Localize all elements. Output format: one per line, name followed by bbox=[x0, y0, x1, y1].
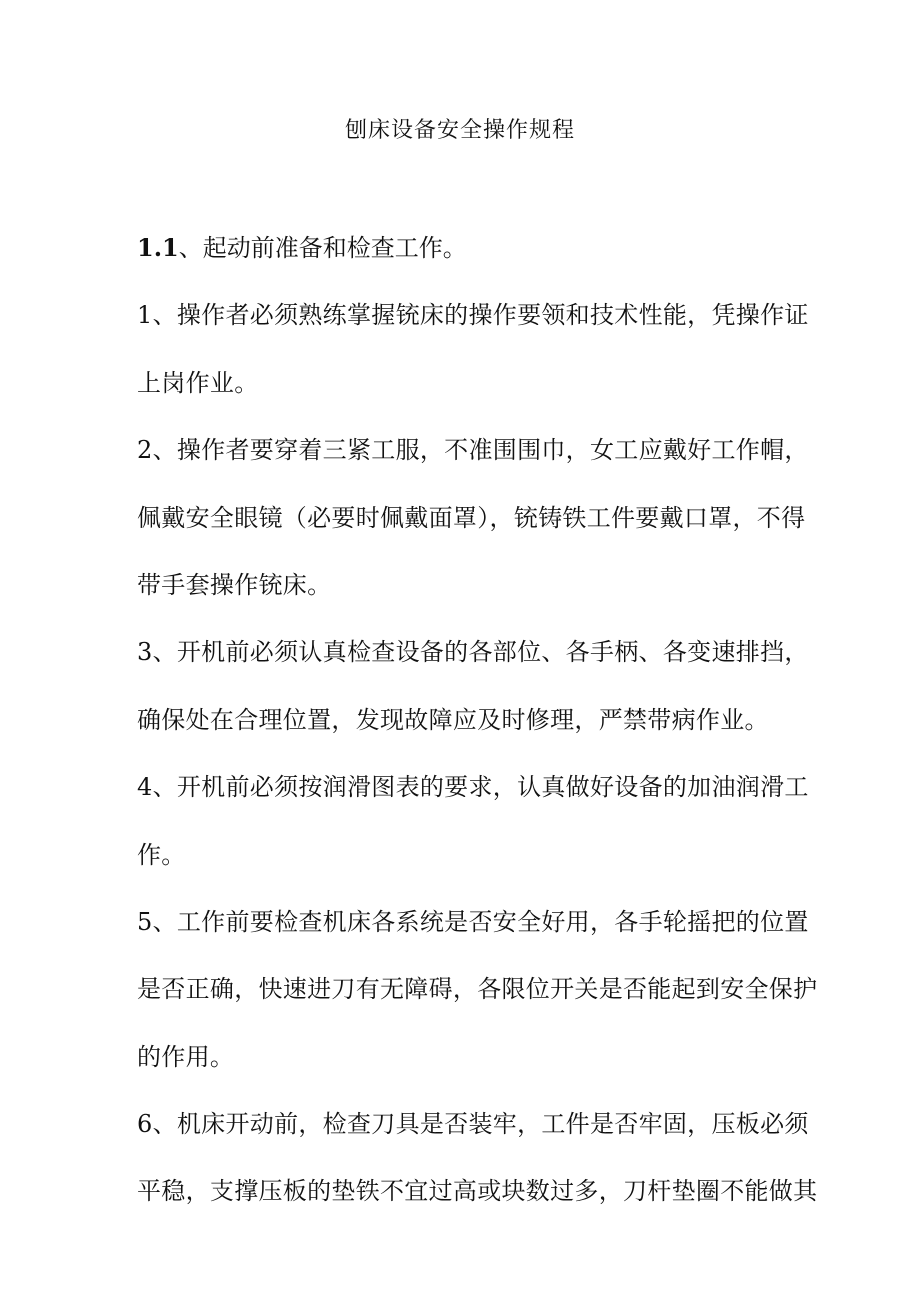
paragraph bbox=[137, 902, 818, 1077]
paragraph bbox=[137, 430, 809, 605]
paragraph-line: 1、操作者必须熟练掌握铳床的操作要领和技术性能，凭操作证 bbox=[137, 301, 809, 330]
paragraph-line: 5、工作前要检查机床各系统是否安全好用，各手轮摇把的位置 bbox=[137, 907, 809, 936]
paragraph-list bbox=[137, 295, 818, 1211]
document-body bbox=[137, 228, 818, 1239]
paragraph-line: 4、开机前必须按润滑图表的要求，认真做好设备的加油润滑工 bbox=[137, 773, 809, 802]
paragraph-line: 佩戴安全眼镜（必要时佩戴面罩），铳铸铁工件要戴口罩，不得 bbox=[137, 503, 806, 532]
paragraph-line: 6、机床开动前，检查刀具是否装牢，工件是否牢固，压板必须 bbox=[137, 1110, 809, 1139]
paragraph bbox=[137, 295, 809, 402]
paragraph-line: 平稳，支撑压板的垫铁不宜过高或块数过多，刀杆垫圈不能做其 bbox=[137, 1177, 818, 1206]
paragraph-line: 上岗作业。 bbox=[137, 368, 259, 397]
document-title: 刨床设备安全操作规程 bbox=[344, 118, 575, 143]
paragraph-line: 2、操作者要穿着三紧工服，不准围围巾，女工应戴好工作帽， bbox=[137, 436, 809, 465]
section-heading bbox=[137, 228, 787, 268]
paragraph-line: 作。 bbox=[137, 840, 186, 869]
paragraph-line: 确保处在合理位置，发现故障应及时修理，严禁带病作业。 bbox=[137, 705, 769, 734]
paragraph-line: 3、开机前必须认真检查设备的各部位、各手柄、各变速排挡， bbox=[137, 638, 809, 667]
section-heading-text: 、起动前准备和检查工作。 bbox=[178, 234, 467, 262]
paragraph-line: 的作用。 bbox=[137, 1042, 235, 1071]
section-number: 1.1 bbox=[137, 233, 179, 262]
paragraph-line: 是否正确，快速进刀有无障碍，各限位开关是否能起到安全保护 bbox=[137, 975, 818, 1004]
paragraph-line: 带手套操作铳床。 bbox=[137, 570, 332, 599]
paragraph bbox=[137, 1104, 818, 1211]
paragraph bbox=[137, 767, 809, 874]
paragraph bbox=[137, 632, 809, 739]
